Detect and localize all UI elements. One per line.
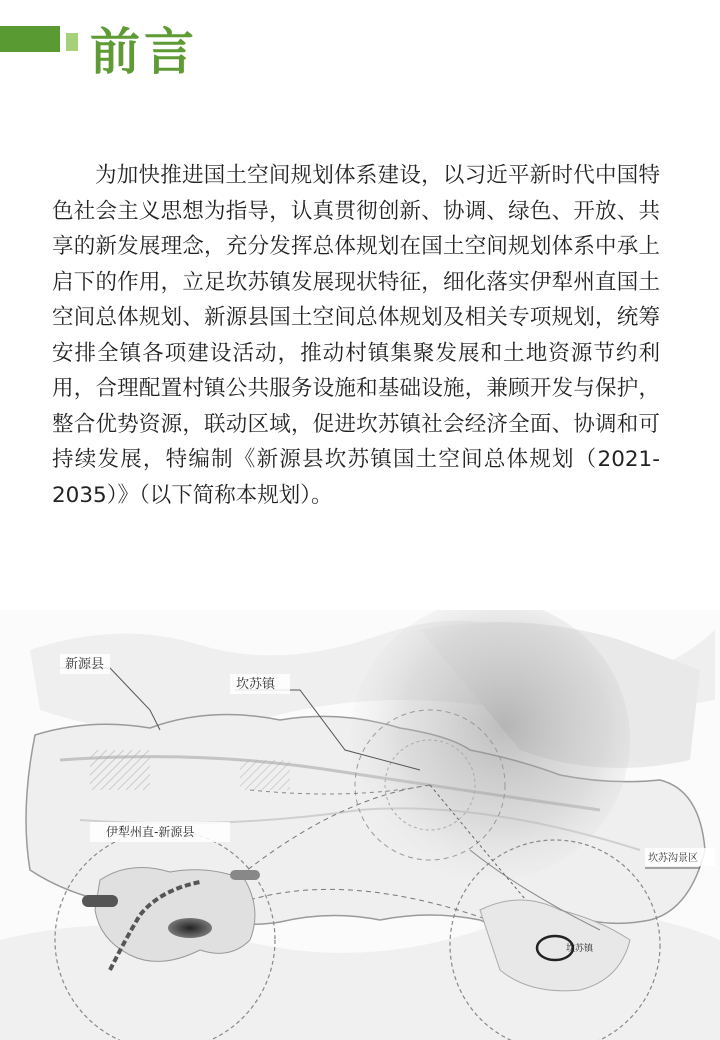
- focus-glow: [350, 610, 630, 880]
- header-accent-bar: [0, 26, 60, 52]
- label-town-top: 坎苏镇: [236, 677, 276, 692]
- label-region: 伊犁州直-新源县: [106, 825, 195, 839]
- location-map: [0, 610, 720, 1040]
- intro-paragraph: 为加快推进国土空间规划体系建设，以习近平新时代中国特色社会主义思想为指导，认真贯彻创新、协调、绿色、开放、共享的新发展理念，充分发挥总体规划在国土空间规划体系中承上启下的作用，立足坎苏镇发展现状特征，细化落实伊犁州直国土空间总体规划、新源县国土空间总体规划及相关专项规划，统筹安排全镇各项建设活动，推动村镇集聚发展和土地资源节约利用，合理配置村镇公共服务设施和基础设施，兼顾开发与保护，整合优势资源，联动区域，促进坎苏镇社会经济全面、协调和可持续发展，特编制《新源县坎苏镇国土空间总体规划（2021-2035）》（以下简称本规划）。: [52, 163, 660, 508]
- label-scenic: 坎苏沟景区: [648, 853, 698, 864]
- label-county: 新源县: [65, 657, 105, 672]
- header-accent-square: [66, 33, 78, 51]
- page-title: 前言: [90, 23, 198, 81]
- highlight-blob: [168, 918, 212, 938]
- label-town-marker: 坎苏镇: [566, 944, 594, 954]
